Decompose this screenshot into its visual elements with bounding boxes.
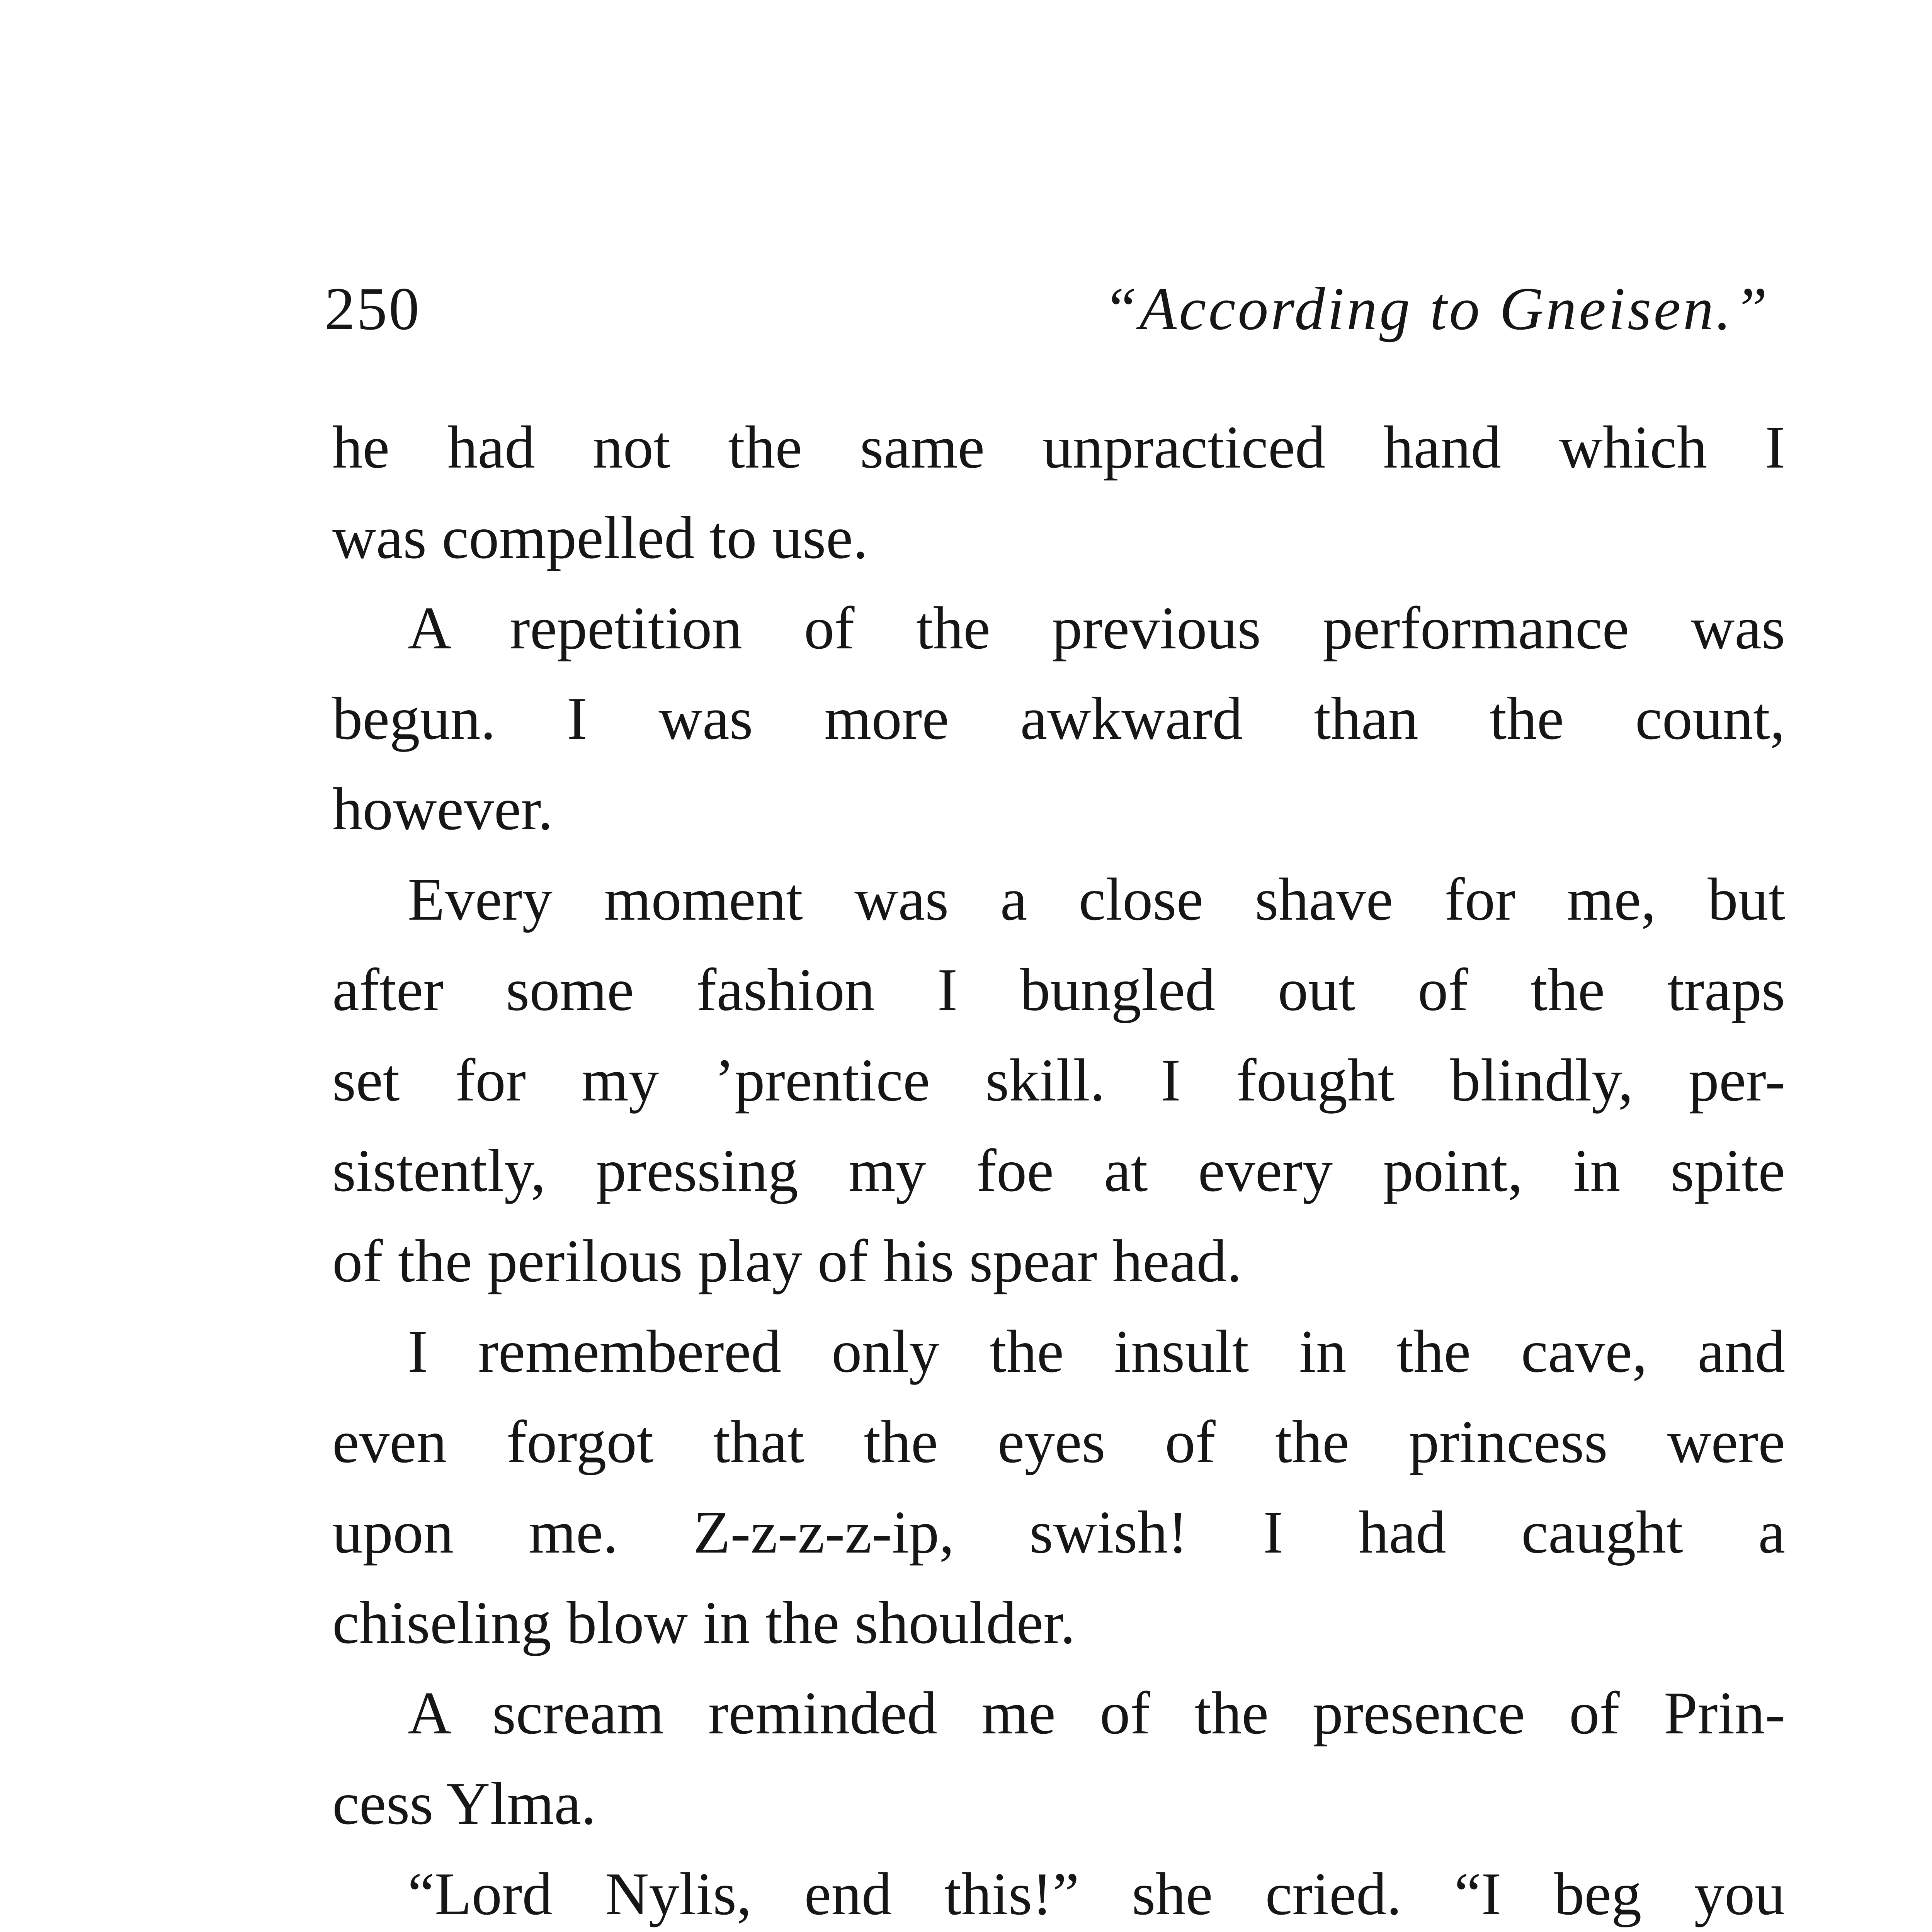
page-number: 250 [325,275,421,343]
text-line: upon me. Z-z-z-z-ip, swish! I had caught a [332,1498,1785,1566]
text-line: cess Ylma. [332,1770,597,1837]
text-line: even forgot that the eyes of the princess were [332,1408,1785,1475]
text-line: Every moment was a close shave for me, but [408,866,1785,933]
text-line: after some fashion I bungled out of the traps [332,956,1785,1023]
body-text [332,402,1785,1932]
text-line: A repetition of the previous performance was [408,594,1785,662]
text-line: “Lord Nylis, end this!” she cried. “I beg you [408,1860,1785,1927]
text-line: however. [332,775,553,842]
text-line: I remembered only the insult in the cave, and [408,1318,1785,1385]
text-line: begun. I was more awkward than the count, [332,685,1785,752]
page-header [325,270,1770,348]
text-line: set for my ’prentice skill. I fought blindly, per- [332,1046,1785,1114]
text-line: chiseling blow in the shoulder. [332,1589,1076,1656]
text-line: he had not the same unpracticed hand which I [332,413,1785,481]
text-line: was compelled to use. [332,504,868,571]
running-head: “According to Gneisen.” [1103,275,1770,343]
text-line: sistently, pressing my foe at every point, in spite [332,1137,1785,1204]
text-line: of the perilous play of his spear head. [332,1227,1242,1294]
text-line: A scream reminded me of the presence of Prin- [408,1679,1785,1747]
